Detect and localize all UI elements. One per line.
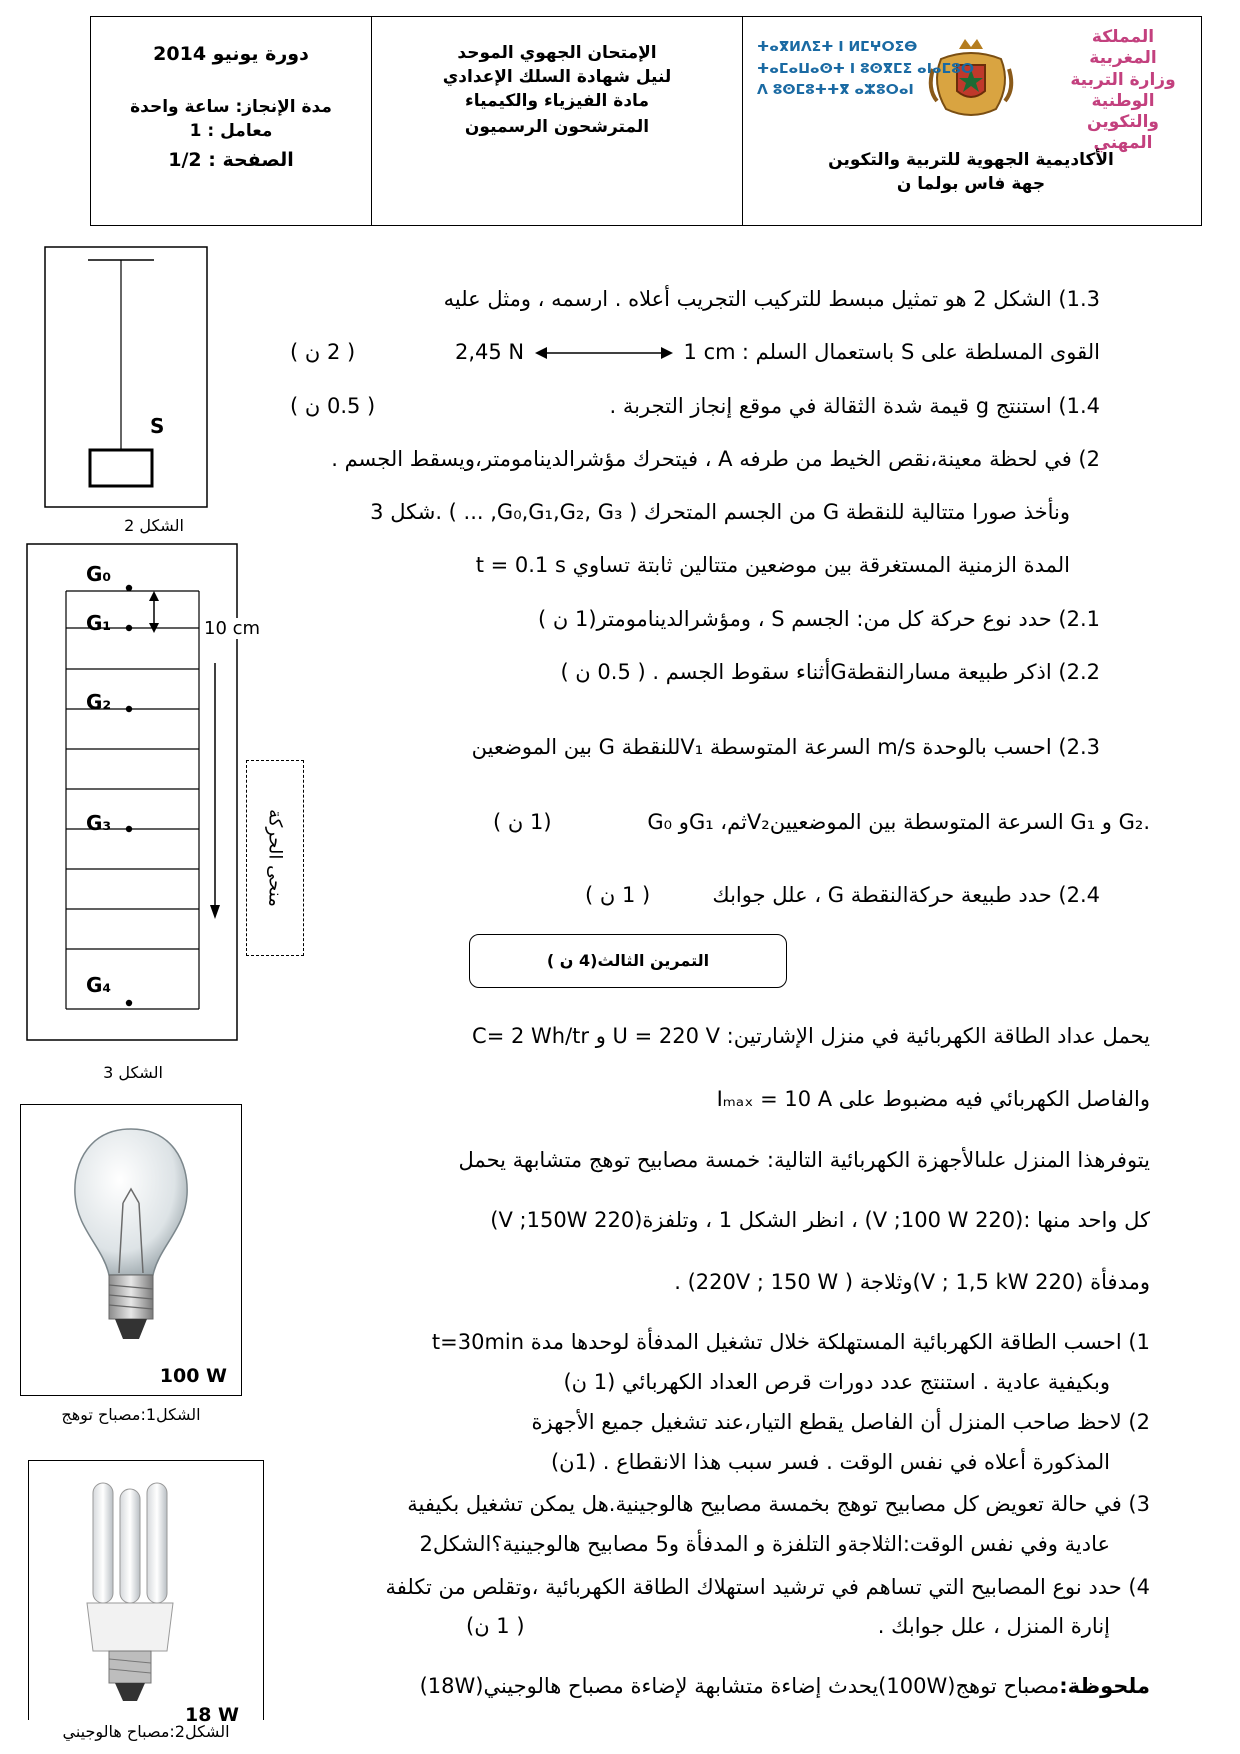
q2-4-points: ( 1 ن ): [585, 883, 651, 907]
figure-2-caption: الشكل 2: [124, 516, 184, 535]
q1-4-points: ( 0.5 ن ): [290, 394, 376, 418]
ex3-q2-line-2: المذكورة أعلاه في نفس الوقت . فسر سبب هذا الانقطاع . (1ن): [550, 1450, 1110, 1474]
ex3-intro-1: يحمل عداد الطاقة الكهربائية في منزل الإشارتين: U = 220 V و C= 2 Wh/tr: [472, 1024, 1150, 1048]
certificate: لنيل شهادة السلك الإعدادي: [442, 67, 672, 87]
force-scale: [455, 340, 736, 364]
ex3-q2-line-1: 2) لاحظ صاحب المنزل أن الفاصل يقطع التيار،عند تشغيل جميع الأجهزة: [531, 1410, 1150, 1434]
point-g0: G₀: [86, 562, 112, 586]
ex3-q3-line-1: 3) في حالة تعويض كل مصابيح توهج بخمسة مصابيح هالوجينية.هل يمكن تشغيل بكيفية: [407, 1492, 1150, 1516]
halogen-bulb-icon: [75, 1479, 185, 1705]
bulb-1-power: 100 W: [159, 1365, 227, 1387]
figure-1-incandescent-bulb: [20, 1104, 242, 1396]
note-label: ملحوظة:: [1059, 1674, 1150, 1698]
ex3-q3-line-2: عادية وفي نفس الوقت:الثلاجةو التلفزة و المدفأة و5 مصابيح هالوجينية؟الشكل2: [419, 1532, 1110, 1556]
q1-3-line-2: القوى المسلطة على S باستعمال السلم :: [741, 340, 1100, 364]
subject: مادة الفيزياء والكيمياء: [465, 91, 649, 111]
scale-force-value: 2,45 N: [455, 340, 525, 364]
point-g3: G₃: [86, 811, 112, 835]
q1-3-points: ( 2 ن ): [290, 340, 356, 364]
exam-title: الإمتحان الجهوي الموحد: [457, 43, 657, 63]
exercise-3-title: التمرين الثالث(4 ن ): [469, 934, 787, 988]
distance-label: 10 cm: [200, 618, 264, 639]
ex3-q4-line-1: 4) حدد نوع المصابيح التي تساهم في ترشيد استهلاك الطاقة الكهربائية ،وتقلص من تكلفة: [385, 1575, 1150, 1599]
point-g2: G₂: [86, 690, 112, 714]
point-g4: G₄: [86, 973, 112, 997]
q2-3-line-1: 2.3) احسب بالوحدة m/s السرعة المتوسطة V₁للنقطة G بين الموضعين: [471, 735, 1100, 759]
ministry-2: والتكوين المهني: [1087, 112, 1159, 154]
header-title-cell: [371, 17, 743, 225]
duration: مدة الإنجاز: ساعة واحدة: [130, 97, 332, 117]
academy: الأكاديمية الجهوية للتربية والتكوين: [828, 150, 1114, 170]
ex3-intro-4: كل واحد منها :(220 V ;100 W) ، انظر الشكل 1 ، وتلفزة(220 V ;150W): [490, 1208, 1150, 1232]
page-number: الصفحة : 1/2: [168, 149, 294, 171]
tifinagh-line-3: ⴷ ⵓⵙⵎⵓⵜⵜⴳ ⴰⵣⵓⵔⴰⵏ: [757, 82, 914, 99]
ex3-intro-2: والفاصل الكهربائي فيه مضبوط على Iₘₐₓ = 10 A: [716, 1087, 1150, 1111]
header-ministry-cell: [741, 17, 1201, 225]
q2-3-line-2: G₀ وG₁ ،ثمV₂السرعة المتوسطة بين الموضعيين G₁ و G₂.: [647, 810, 1150, 834]
tifinagh-line-1: ⵜⴰⴳⵍⴷⵉⵜ ⵏ ⵍⵎⵖⵔⵉⴱ: [757, 39, 918, 55]
q2-line-2: ونأخذ صورا متتالية للنقطة G من الجسم المتحرك ( G₀,G₁,G₂, G₃, ... ) .شكل 3: [370, 500, 1070, 524]
candidates: المترشحون الرسميون: [464, 117, 650, 137]
q2-2: 2.2) اذكر طبيعة مسارالنقطةGأثناء سقوط الجسم . ( 0.5 ن ): [560, 660, 1100, 684]
note: [420, 1674, 1150, 1699]
q1-3-line-1: 1.3) الشكل 2 هو تمثيل مبسط للتركيب التجريب أعلاه . ارسمه ، ومثل عليه: [443, 287, 1100, 311]
coefficient: معامل : 1: [189, 121, 273, 141]
ex3-intro-5: ومدفأة (220 V ; 1,5 kW)وثلاجة ( 220V ; 150 W) .: [674, 1270, 1150, 1294]
exam-header: [90, 16, 1202, 226]
ministry: وزارة التربية الوطنية: [1070, 69, 1176, 111]
mass-label-s: S: [150, 414, 165, 438]
direction-box: [246, 760, 304, 956]
header-info-cell: [91, 17, 371, 225]
figure-3-caption: الشكل 3: [103, 1063, 163, 1082]
q2-4: 2.4) حدد طبيعة حركةالنقطة G ، علل جوابك: [712, 883, 1100, 907]
ex3-q1-line-1: 1) احسب الطاقة الكهربائية المستهلكة خلال تشغيل المدفأة لوحدها مدة t=30min: [431, 1330, 1150, 1354]
tifinagh-line-2: ⵜⴰⵎⴰⵡⴰⵙⵜ ⵏ ⵓⵙⴳⵎⵉ ⴰⵏⴰⵎⵓⵔ: [757, 60, 974, 77]
ex3-q4-line-2: إنارة المنزل ، علل جوابك .: [877, 1614, 1110, 1638]
figure-1-caption: الشكل1:مصباح توهج: [61, 1405, 201, 1424]
incandescent-bulb-icon: [71, 1125, 191, 1355]
q2-1: 2.1) حدد نوع حركة كل من: الجسم S ، ومؤشرالدينامومتر(1 ن ): [538, 607, 1100, 631]
figure-2-halogen-bulb: [28, 1460, 264, 1726]
note-text: مصباح توهج(100W)يحدث إضاءة متشابهة لإضاءة مصباح هالوجيني(18W): [419, 1674, 1060, 1698]
ex3-q1-line-2: وبكيفية عادية . استنتج عدد دورات قرص العداد الكهربائي (1 ن): [563, 1370, 1110, 1394]
point-g1: G₁: [86, 611, 112, 635]
figure-2-diagram: [44, 246, 208, 508]
scale-length-value: 1 cm: [683, 340, 736, 364]
direction-label: منحى الحركة: [264, 809, 286, 907]
q2-3-points: (1 ن ): [493, 810, 552, 834]
double-arrow-icon: [535, 346, 673, 360]
ex3-q4-points: ( 1 ن): [466, 1614, 525, 1638]
bulb-2-power: 18 W: [184, 1704, 239, 1726]
figure-2-halogen-caption: الشكل2:مصباح هالوجيني: [62, 1722, 230, 1741]
ex3-intro-3: يتوفرهذا المنزل علىالأجهزة الكهربائية التالية: خمسة مصابيح توهج متشابهة يحمل: [458, 1148, 1150, 1172]
exam-session: دورة يونيو 2014: [153, 43, 309, 65]
region: جهة فاس بولما ن: [896, 173, 1046, 194]
q1-4: 1.4) استنتج g قيمة شدة الثقالة في موقع إنجاز التجربة .: [609, 394, 1100, 418]
kingdom: المملكة المغربية: [1089, 27, 1157, 69]
q2-line-1: 2) في لحظة معينة،نقص الخيط من طرفه A ، فيتحرك مؤشرالدينامومتر،ويسقط الجسم .: [331, 447, 1100, 471]
q2-line-3: المدة الزمنية المستغرقة بين موضعين متتالين ثابتة تساوي t = 0.1 s: [475, 553, 1070, 577]
